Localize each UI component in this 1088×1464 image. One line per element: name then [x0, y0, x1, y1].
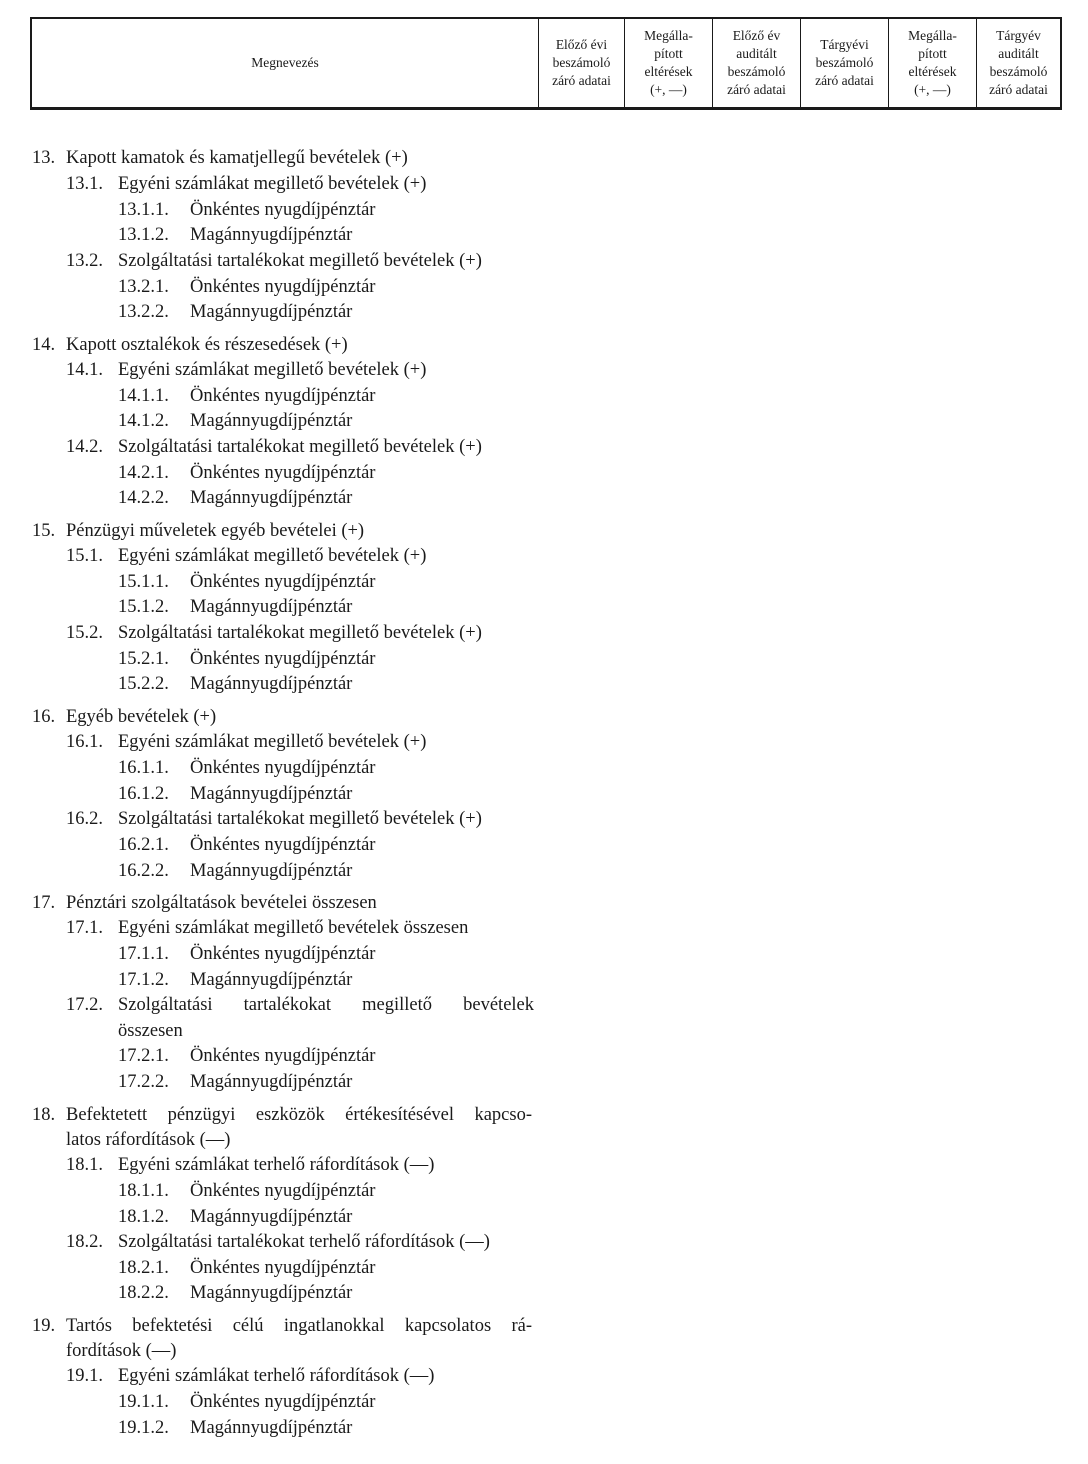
- line-item-number: 16.2.2.: [118, 861, 169, 881]
- line-item-label: fordítások (—): [66, 1341, 177, 1361]
- line-item-number: 13.1.: [66, 174, 103, 194]
- line-item-label: Magánnyugdíjpénztár: [190, 411, 353, 431]
- line-item-label: Önkéntes nyugdíjpénztár: [190, 835, 376, 855]
- line-item-label: Magánnyugdíjpénztár: [190, 970, 353, 990]
- line-item-label: Magánnyugdíjpénztár: [190, 784, 353, 804]
- line-item-label: Egyéb bevételek (+): [66, 707, 217, 727]
- line-item-label: Befektetett pénzügyi eszközök értékesítésével kapcso-: [66, 1105, 532, 1125]
- line-item-label: Egyéni számlákat megillető bevételek (+): [118, 360, 427, 380]
- header-label: Megálla- pított eltérések (+, —): [644, 28, 693, 97]
- line-item-number: 13.2.: [66, 251, 103, 271]
- line-item-label: Egyéni számlákat megillető bevételek (+): [118, 546, 427, 566]
- line-item-label: Szolgáltatási tartalékokat megillető bevételek (+): [118, 623, 482, 643]
- line-item-number: 14.1.: [66, 360, 103, 380]
- line-item-number: 19.: [32, 1316, 56, 1336]
- line-item-label: Önkéntes nyugdíjpénztár: [190, 572, 376, 592]
- line-item-label: Magánnyugdíjpénztár: [190, 1283, 353, 1303]
- line-item-number: 15.2.2.: [118, 674, 169, 694]
- line-item-label: Egyéni számlákat terhelő ráfordítások (—): [118, 1155, 435, 1175]
- header-label: Előző év auditált beszámoló záró adatai: [727, 28, 786, 97]
- line-item-label: Pénztári szolgáltatások bevételei összesen: [66, 893, 377, 913]
- line-item-number: 17.2.: [66, 995, 103, 1015]
- line-item-number: 19.1.2.: [118, 1418, 169, 1438]
- header-label: Megnevezés: [251, 55, 319, 70]
- line-item-label: Önkéntes nyugdíjpénztár: [190, 1181, 376, 1201]
- line-item-label: Magánnyugdíjpénztár: [190, 861, 353, 881]
- line-item-label: Magánnyugdíjpénztár: [190, 1207, 353, 1227]
- line-item-label: Önkéntes nyugdíjpénztár: [190, 649, 376, 669]
- line-item-label: Magánnyugdíjpénztár: [190, 597, 353, 617]
- line-item-label: Szolgáltatási tartalékokat megillető bevételek (+): [118, 251, 482, 271]
- line-item-number: 18.: [32, 1105, 56, 1125]
- line-item-number: 16.1.: [66, 732, 103, 752]
- line-item-number: 19.1.: [66, 1366, 103, 1386]
- line-item-number: 17.1.2.: [118, 970, 169, 990]
- line-item-label: Magánnyugdíjpénztár: [190, 488, 353, 508]
- header-label: Tárgyévi beszámoló záró adatai: [815, 37, 874, 88]
- line-item-label: Önkéntes nyugdíjpénztár: [190, 463, 376, 483]
- line-item-label: Magánnyugdíjpénztár: [190, 1418, 353, 1438]
- line-item-number: 18.1.: [66, 1155, 103, 1175]
- line-item-number: 15.: [32, 521, 56, 541]
- line-item-label: Magánnyugdíjpénztár: [190, 225, 353, 245]
- line-item-label: Önkéntes nyugdíjpénztár: [190, 386, 376, 406]
- line-item-label: Egyéni számlákat megillető bevételek (+): [118, 732, 427, 752]
- line-item-number: 13.: [32, 148, 56, 168]
- line-item-label: Egyéni számlákat terhelő ráfordítások (—): [118, 1366, 435, 1386]
- line-item-label: Szolgáltatási tartalékokat megillető bevételek (+): [118, 437, 482, 457]
- line-item-number: 17.1.: [66, 918, 103, 938]
- line-item-label: latos ráfordítások (—): [66, 1130, 231, 1150]
- line-item-number: 18.1.1.: [118, 1181, 169, 1201]
- line-item-number: 18.1.2.: [118, 1207, 169, 1227]
- line-item-number: 14.2.1.: [118, 463, 169, 483]
- line-item-label: Egyéni számlákat megillető bevételek összesen: [118, 918, 469, 938]
- line-item-number: 14.1.2.: [118, 411, 169, 431]
- line-item-label: Önkéntes nyugdíjpénztár: [190, 277, 376, 297]
- line-item-number: 13.2.2.: [118, 302, 169, 322]
- line-item-number: 15.1.: [66, 546, 103, 566]
- line-item-number: 17.1.1.: [118, 944, 169, 964]
- line-item-number: 14.: [32, 335, 56, 355]
- line-item-label: Pénzügyi műveletek egyéb bevételei (+): [66, 521, 365, 541]
- line-item-number: 17.2.1.: [118, 1046, 169, 1066]
- line-item-label: Szolgáltatási tartalékokat megillető bevételek (+): [118, 809, 482, 829]
- line-item-number: 14.1.1.: [118, 386, 169, 406]
- line-item-number: 15.1.2.: [118, 597, 169, 617]
- line-item-label: Önkéntes nyugdíjpénztár: [190, 944, 376, 964]
- line-item-label: Szolgáltatási tartalékokat megillető bevételek: [118, 995, 534, 1015]
- line-item-number: 15.2.: [66, 623, 103, 643]
- header-label: Előző évi beszámoló záró adatai: [552, 37, 611, 88]
- line-item-label: Önkéntes nyugdíjpénztár: [190, 1046, 376, 1066]
- line-item-number: 15.2.1.: [118, 649, 169, 669]
- line-item-number: 18.2.1.: [118, 1258, 169, 1278]
- line-item-number: 14.2.2.: [118, 488, 169, 508]
- line-item-number: 16.: [32, 707, 56, 727]
- line-item-number: 16.2.: [66, 809, 103, 829]
- line-item-label: Kapott osztalékok és részesedések (+): [66, 335, 348, 355]
- header-label: Megálla- pított eltérések (+, —): [908, 28, 957, 97]
- line-item-label: Tartós befektetési célú ingatlanokkal kapcsolatos rá-: [66, 1316, 532, 1336]
- line-item-number: 14.2.: [66, 437, 103, 457]
- line-item-number: 18.2.: [66, 1232, 103, 1252]
- line-item-number: 13.1.2.: [118, 225, 169, 245]
- line-item-label: Kapott kamatok és kamatjellegű bevételek (+): [66, 148, 408, 168]
- line-item-number: 16.1.2.: [118, 784, 169, 804]
- line-item-label: Önkéntes nyugdíjpénztár: [190, 758, 376, 778]
- line-item-number: 15.1.1.: [118, 572, 169, 592]
- line-item-number: 17.: [32, 893, 56, 913]
- line-item-label: Önkéntes nyugdíjpénztár: [190, 1258, 376, 1278]
- line-item-label: Szolgáltatási tartalékokat terhelő ráfordítások (—): [118, 1232, 490, 1252]
- line-item-number: 16.1.1.: [118, 758, 169, 778]
- line-item-label: Magánnyugdíjpénztár: [190, 674, 353, 694]
- line-item-label: Önkéntes nyugdíjpénztár: [190, 1392, 376, 1412]
- line-item-number: 17.2.2.: [118, 1072, 169, 1092]
- line-item-number: 13.1.1.: [118, 200, 169, 220]
- line-item-label: összesen: [118, 1021, 183, 1041]
- line-item-number: 19.1.1.: [118, 1392, 169, 1412]
- line-item-label: Önkéntes nyugdíjpénztár: [190, 200, 376, 220]
- line-item-number: 13.2.1.: [118, 277, 169, 297]
- line-item-label: Magánnyugdíjpénztár: [190, 1072, 353, 1092]
- line-item-label: Magánnyugdíjpénztár: [190, 302, 353, 322]
- line-item-number: 16.2.1.: [118, 835, 169, 855]
- line-item-number: 18.2.2.: [118, 1283, 169, 1303]
- line-item-label: Egyéni számlákat megillető bevételek (+): [118, 174, 427, 194]
- header-label: Tárgyév auditált beszámoló záró adatai: [989, 28, 1048, 97]
